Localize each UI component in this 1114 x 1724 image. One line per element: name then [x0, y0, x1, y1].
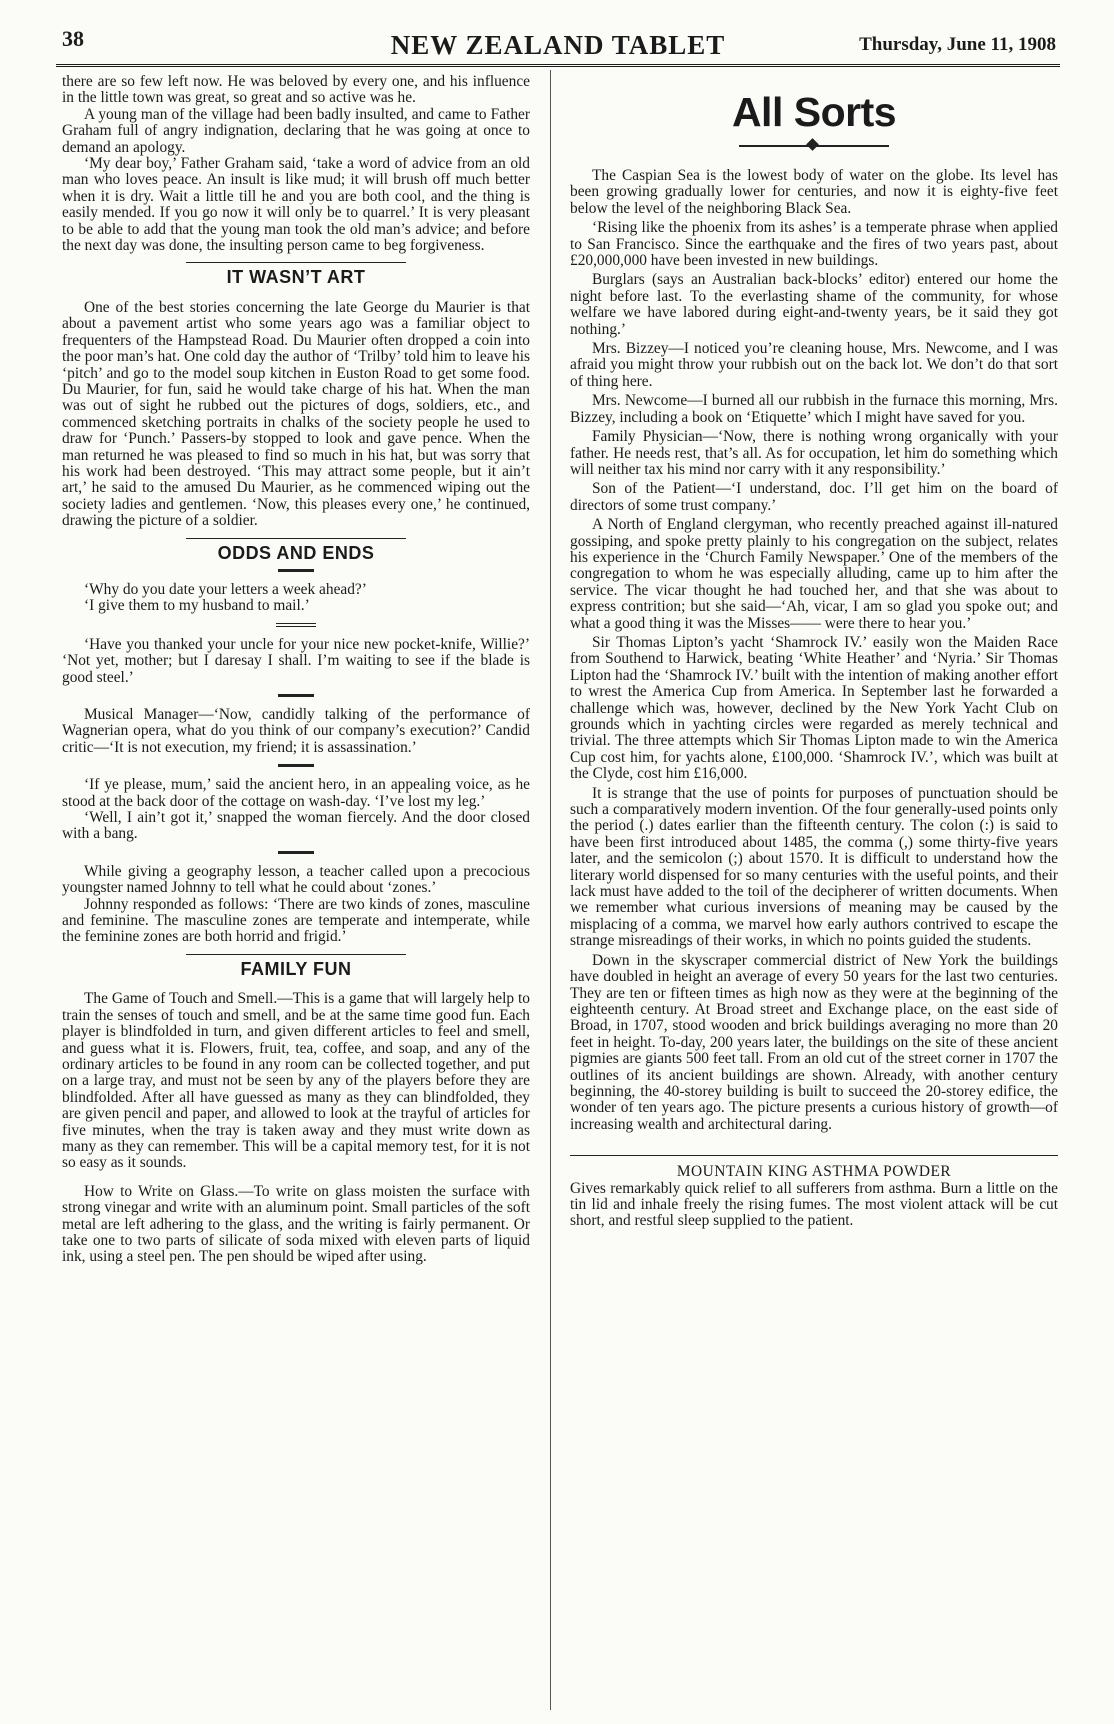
separator — [278, 694, 314, 697]
page-number: 38 — [62, 26, 84, 51]
section-rule — [186, 954, 406, 955]
all-sorts-article — [570, 168, 1058, 1133]
separator — [278, 851, 314, 854]
section-title-text: IT WASN’T ART — [226, 267, 366, 288]
paragraph: Mrs. Bizzey—I noticed you’re cleaning house, Mrs. Newcome, and I was afraid you might throw your rubbish out on the back lot. We don’t do that sort of thing here. — [570, 340, 1058, 390]
section-title-text: FAMILY FUN — [240, 958, 352, 979]
paragraph: ‘Why do you date your letters a week ahead?’ — [84, 580, 367, 598]
right-column — [570, 74, 1058, 1230]
paragraph: Family Physician—‘Now, there is nothing wrong organically with your father. He needs rest, that’s all. As for occupation, let him do something which will neither tax his mind nor carry with it any responsibility.’ — [570, 428, 1058, 478]
issue-date: Thursday, June 11, 1908 — [859, 34, 1056, 55]
section-title-art — [62, 262, 530, 288]
separator — [278, 764, 314, 767]
paragraph: Sir Thomas Lipton’s yacht ‘Shamrock IV.’ easily won the Maiden Race from Southend to Harwick, beating ‘White Heather’ and ‘Nyria.’ Sir Thomas Lipton had the ‘Shamrock IV.’ built with the intention of making another effort to wrest the America Cup from America. In September last he forwarded a challenge which was, however, declined by the New York Yacht Club on grounds which in yachting circles were regarded as merely technical and trivial. The three attempts which Sir Thomas Lipton made to win the America Cup cost him, for yachts alone, £100,000. ‘Shamrock IV.’, which was built at the Clyde, cost him £16,000. — [570, 633, 1058, 783]
paragraph: ‘If ye please, mum,’ said the ancient hero, in an appealing voice, as he stood at the back door of the cottage on wash-day. ‘I’ve lost my leg.’ — [62, 776, 530, 810]
paragraph: ‘My dear boy,’ Father Graham said, ‘take a word of advice from an old man who loves peace. An insult is like mud; it will brush off much better when it is dry. Wait a little till he and you are both cool, and the thing is easily mended. If you go now it will only be to quarrel.’ It is very pleasant to be able to add that the young man took the old man’s advice; and before the next day was done, the insulting person came to beg forgiveness. — [62, 155, 530, 255]
paragraph: A young man of the village had been badly insulted, and came to Father Graham full of angry indignation, declaring that he was going at once to demand an apology. — [62, 105, 530, 156]
paragraph: Son of the Patient—‘I understand, doc. I’ll get him on the board of directors of some trust company.’ — [570, 480, 1058, 514]
paragraph: Down in the skyscraper commercial district of New York the buildings have doubled in height an average of every 50 years for the last two centuries. They are ten or fifteen times as high now as they were at the beginning of the eighteenth century. At Broad street and Exchange place, on the east side of Broad, in 1707, stood wooden and brick buildings averaging no more than 20 feet in height. To-day, 200 years later, the buildings on the site of these ancient pigmies are giants 500 feet tall. From an old cut of the street corner in 1707 the outlines of its ancient buildings are shown. Already, with another century beginning, the 40-storey building is built to succeed the 20-storey edifice, the wonder of ten years ago. The picture presents a curious history of growth—of increasing wealth and architectural daring. — [570, 951, 1058, 1133]
advert-text: Gives remarkably quick relief to all sufferers from asthma. Burn a little on the tin lid and inhale freely the rising fumes. The most violent attack will be cut short, and restful sleep supplied to the patient. — [570, 1179, 1058, 1230]
section-rule — [186, 262, 406, 263]
paragraph: ‘Have you thanked your uncle for your nice new pocket-knife, Willie?’ ‘Not yet, mother; but I daresay I shall. I’m waiting to see if the blade is good steel.’ — [62, 635, 530, 686]
paragraph: While giving a geography lesson, a teacher called upon a precocious youngster named Johnny to tell what he could about ‘zones.’ — [62, 862, 530, 897]
diamond-icon — [806, 138, 819, 151]
masthead: NEW ZEALAND TABLET — [390, 30, 726, 60]
paragraph: Mrs. Newcome—I burned all our rubbish in the furnace this morning, Mrs. Bizzey, including a book on ‘Etiquette’ which I might have saved for you. — [570, 392, 1058, 426]
advert-title: MOUNTAIN KING ASTHMA POWDER — [570, 1155, 1058, 1180]
page-header — [56, 18, 1060, 67]
paragraph: ‘Rising like the phoenix from its ashes’ is a temperate phrase when applied to San Francisco. Since the earthquake and the fires of two years past, about £20,000,000 have been invested in new buildings. — [570, 219, 1058, 270]
paragraph: The Caspian Sea is the lowest body of water on the globe. Its level has been growing gradually lower for centuries, and now it is eighty-five feet below the level of the neighboring Black Sea. — [570, 167, 1058, 217]
section-title-family — [62, 954, 530, 977]
paragraph: Musical Manager—‘Now, candidly talking of the performance of Wagnerian opera, what do you think of our company’s execution?’ Candid critic—‘It is not execution, my friend; it is assassination.’ — [62, 706, 530, 756]
intro-article — [62, 74, 530, 254]
advert-body — [570, 1181, 1058, 1230]
paragraph: ‘Well, I ain’t got it,’ snapped the woman fiercely. And the door closed with a bang. — [62, 809, 530, 843]
column-divider — [550, 70, 551, 1710]
paragraph: there are so few left now. He was beloved by every one, and his influence in the little town was great, so great and so active was he. — [62, 73, 530, 107]
paragraph: The Game of Touch and Smell.—This is a game that will largely help to train the senses of touch and smell, and be at the same time good fun. Each player is blindfolded in turn, and given different articles to feel and smell, and guess what it is. Flowers, fruit, tea, coffee, and soap, and any of the ordinary articles to be found in any room can be collected together, and put on a large tray, and must not be seen by any of the players before they are blindfolded. After all have guessed as many as they can blindfolded, they are given pencil and paper, and allowed to look at the trayful of articles for five minutes, when the tray is taken away and they must write down as many as they can remember. This will be a capital memory test, for it is not so easy as it sounds. — [62, 990, 530, 1172]
paragraph: It is strange that the use of points for purposes of punctuation should be such a comparatively modern invention. Of the four generally-used points only the period (.) dates earlier than the fifteenth century. The colon (:) is said to have been first introduced about 1485, the comma (,) some thirty-five years later, and the semicolon (;) about 1570. It is difficult to understand how the literary world dispensed for so many centuries with the useful points, and their lack must have added to the toil of the decipherer of written documents. When we remember what curious inversions of meaning may be caused by the misplacing of a comma, we marvel how early authors contrived to escape the strange misreadings of their works, in which no points guided the students. — [570, 784, 1058, 950]
family-article — [62, 991, 530, 1266]
separator — [276, 623, 316, 627]
paragraph: Burglars (says an Australian back-blocks’ editor) entered our home the night before last. To the everlasting shame of the community, for whose welfare we have labored during eight-and-twenty years, be it said they got nothing.’ — [570, 271, 1058, 338]
section-title-text: ODDS AND ENDS — [217, 542, 375, 563]
paragraph: One of the best stories concerning the late George du Maurier is that about a pavement artist who some years ago was a familiar object to frequenters of the Hampstead Road. Du Maurier often dropped a coin into the poor man’s hat. One cold day the author of ‘Trilby’ told him to leave his ‘pitch’ and go to the model soup kitchen in Euston Road to get some food. Du Maurier, for fun, said he would take charge of his hat. When the man was out of sight he rubbed out the pictures of dogs, soldiers, etc., and commenced sketching portraits in chalks of the society people he used to draw for ‘Punch.’ Passers-by stopped to look and gave pence. When the man returned he was pleased to find so much in his hat, but was sorry that his work had been destroyed. ‘This may attract some people, but it ain’t art,’ he said to the amused Du Maurier, as he commenced wiping out the society ladies and gentlemen. ‘Now, this pleases every one,’ he continued, drawing the picture of a soldier. — [62, 298, 530, 530]
paragraph: ‘I give them to my husband to mail.’ — [84, 597, 310, 615]
section-title-odds — [62, 538, 530, 561]
left-column — [62, 74, 530, 1266]
paragraph: A North of England clergyman, who recently preached against ill-natured gossiping, and spoke pretty plainly to his congregation on the subject, relates his experience in the ‘Church Family Newspaper.’ One of the members of the congregation to whom he was especially alluding, came up to him after the service. The vicar thought he had touched her, and that she was about to express contrition; but she said—‘Ah, vicar, I am so glad you spoke out; and what a good thing it was the Misses—— were there to hear you.’ — [570, 516, 1058, 632]
paragraph: How to Write on Glass.—To write on glass moisten the surface with strong vinegar and write with an aluminum point. Small particles of the soft metal are left adhering to the glass, and the writing is fairly permanent. Or take one to two parts of silicate of soda mixed with eleven parts of liquid ink, using a steel pen. The pen should be wiped after using. — [62, 1182, 530, 1266]
art-article — [62, 300, 530, 530]
all-sorts-title: All Sorts — [731, 89, 897, 135]
section-rule — [186, 538, 406, 539]
paragraph: Johnny responded as follows: ‘There are two kinds of zones, masculine and feminine. The masculine zones are temperate and intemperate, while the feminine zones are both horrid and frigid.’ — [62, 895, 530, 946]
separator — [278, 569, 314, 572]
odds-article — [62, 569, 530, 946]
diamond-rule — [739, 140, 889, 152]
